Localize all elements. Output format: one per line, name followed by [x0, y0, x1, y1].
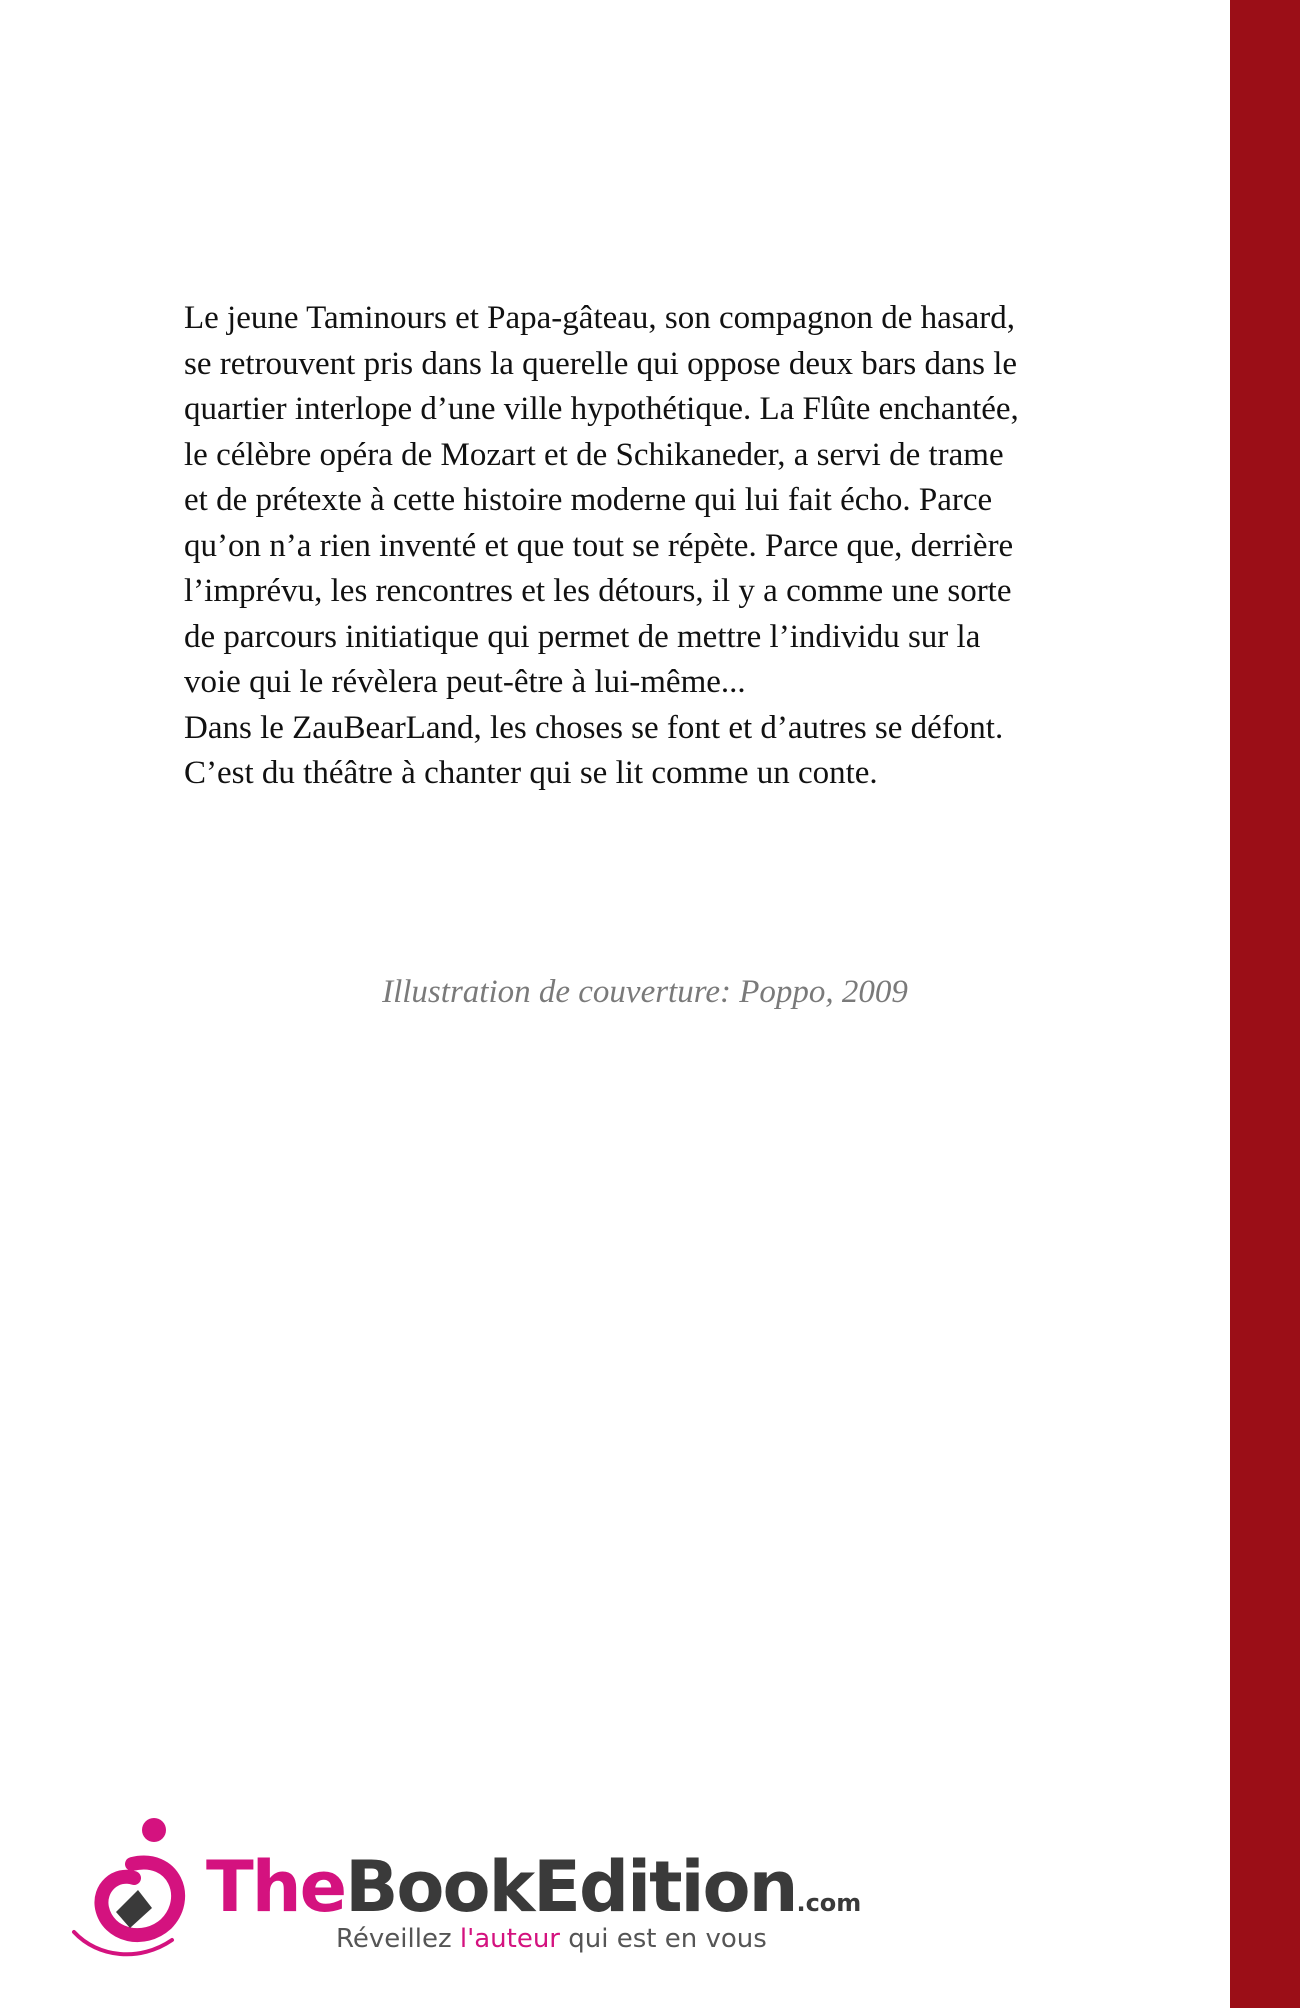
- back-cover-blurb: [184, 296, 1144, 797]
- blurb-line: l’imprévu, les rencontres et les détours, il y a comme une sorte: [184, 573, 1012, 609]
- blurb-line: et de prétexte à cette histoire moderne qui lui fait écho. Parce: [184, 482, 993, 518]
- blurb-line: quartier interlope d’une ville hypothétique. La Flûte enchantée,: [184, 391, 1019, 427]
- blurb-line: Dans le ZauBearLand, les choses se font et d’autres se défont.: [184, 709, 1004, 746]
- logo-domain-text: .com: [796, 1889, 862, 1917]
- blurb-line: C’est du théâtre à chanter qui se lit comme un conte.: [184, 755, 878, 791]
- logo-the-text: The: [206, 1846, 346, 1928]
- person-logo-icon: [68, 1812, 188, 1962]
- blurb-line: voie qui le révèlera peut-être à lui-même...: [184, 664, 746, 700]
- blurb-line: le célèbre opéra de Mozart et de Schikaneder, a servi de trame: [184, 436, 1004, 473]
- thebookedition-logo: [68, 1812, 868, 1962]
- cover-illustration-credit: Illustration de couverture: Poppo, 2009: [382, 974, 908, 1010]
- blurb-line: Le jeune Taminours et Papa-gâteau, son compagnon de hasard,: [184, 300, 1015, 336]
- blurb-line: qu’on n’a rien inventé et que tout se répète. Parce que, derrière: [184, 527, 1014, 564]
- logo-tagline: [336, 1924, 767, 1954]
- blurb-line: de parcours initiatique qui permet de mettre l’individu sur la: [184, 618, 981, 655]
- tagline-accent: l'auteur: [459, 1924, 560, 1954]
- logo-bookedition-text: BookEdition: [345, 1846, 797, 1928]
- tagline-suffix: qui est en vous: [560, 1924, 767, 1954]
- tagline-prefix: Réveillez: [336, 1924, 460, 1954]
- blurb-line: se retrouvent pris dans la querelle qui oppose deux bars dans le: [184, 345, 1018, 382]
